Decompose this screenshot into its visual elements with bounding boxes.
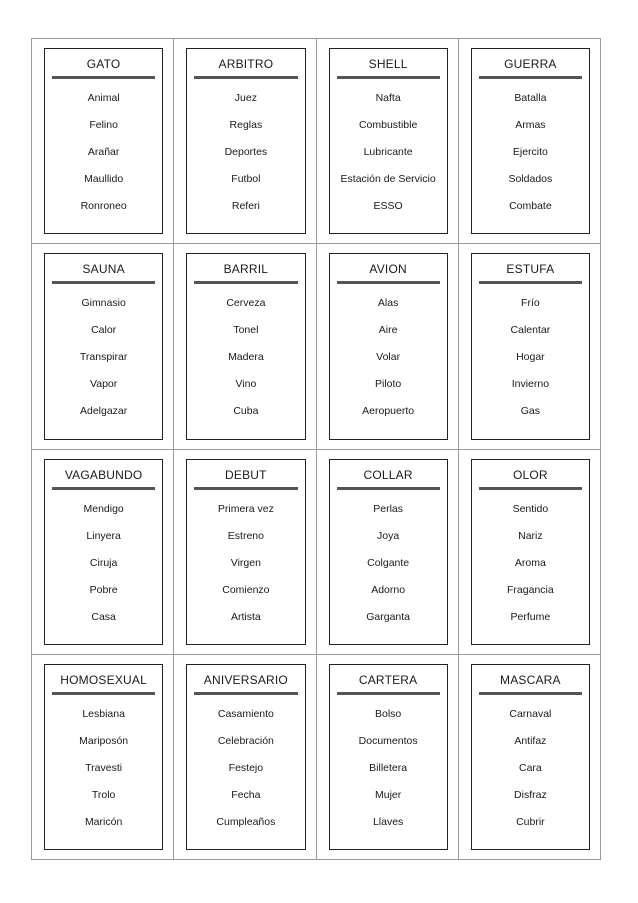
card-title: GATO xyxy=(86,57,121,71)
card-title: OLOR xyxy=(512,467,548,482)
card-cell xyxy=(459,39,601,244)
title-divider xyxy=(337,281,440,284)
forbidden-word: Cumpleaños xyxy=(216,815,276,828)
card-title: CARTERA xyxy=(358,672,418,687)
title-divider xyxy=(52,76,155,79)
card-title: HOMOSEXUAL xyxy=(60,672,147,687)
card-title: VAGABUNDO xyxy=(64,467,143,482)
forbidden-word: Combustible xyxy=(358,119,418,131)
forbidden-word: Batalla xyxy=(514,92,547,104)
forbidden-word: Billetera xyxy=(369,761,408,774)
forbidden-word: Primera vez xyxy=(217,502,274,515)
forbidden-word: Madera xyxy=(228,351,264,364)
word-card xyxy=(329,459,448,645)
card-sheet xyxy=(31,38,601,860)
forbidden-words-list xyxy=(45,293,162,428)
forbidden-word: Cerveza xyxy=(226,297,266,310)
forbidden-word: Estación de Servicio xyxy=(340,173,436,185)
word-card xyxy=(471,253,590,439)
forbidden-word: Comienzo xyxy=(222,583,270,596)
forbidden-word: Vino xyxy=(235,378,257,391)
forbidden-word: Perfume xyxy=(510,610,551,623)
card-cell xyxy=(317,655,459,860)
forbidden-word: Bolso xyxy=(374,707,402,720)
title-divider xyxy=(337,487,440,490)
card-title: ANIVERSARIO xyxy=(203,672,288,687)
forbidden-word: Futbol xyxy=(231,173,261,185)
forbidden-word: Maullido xyxy=(84,173,124,185)
card-cell xyxy=(32,244,174,449)
word-card xyxy=(329,664,448,850)
card-title: DEBUT xyxy=(225,467,267,482)
card-cell xyxy=(459,450,601,655)
forbidden-word: Sentido xyxy=(512,502,549,515)
title-divider xyxy=(194,487,297,490)
forbidden-word: Invierno xyxy=(511,378,550,391)
forbidden-word: Adelgazar xyxy=(79,405,128,418)
forbidden-word: Carnaval xyxy=(509,707,552,720)
forbidden-words-list xyxy=(187,499,304,634)
forbidden-words-list xyxy=(45,499,162,634)
forbidden-word: Combate xyxy=(509,200,552,212)
forbidden-word: Mujer xyxy=(374,788,402,801)
forbidden-word: Adorno xyxy=(371,583,406,596)
title-divider xyxy=(479,487,582,490)
card-cell xyxy=(459,655,601,860)
forbidden-words-list xyxy=(472,88,589,223)
forbidden-words-list xyxy=(472,499,589,634)
forbidden-word: Joya xyxy=(377,529,400,542)
forbidden-word: Frío xyxy=(521,297,540,310)
title-divider xyxy=(52,281,155,284)
word-card xyxy=(471,664,590,850)
title-divider xyxy=(479,76,582,79)
forbidden-word: Aire xyxy=(378,324,398,337)
forbidden-word: Armas xyxy=(515,119,546,131)
word-card xyxy=(471,48,590,234)
title-divider xyxy=(479,692,582,695)
forbidden-word: Calentar xyxy=(510,324,551,337)
forbidden-word: Antifaz xyxy=(514,734,547,747)
forbidden-word: Nariz xyxy=(518,529,543,542)
card-cell xyxy=(459,244,601,449)
forbidden-word: Deportes xyxy=(224,146,268,158)
card-cell xyxy=(317,450,459,655)
forbidden-word: Estreno xyxy=(227,529,264,542)
forbidden-word: Documentos xyxy=(358,734,418,747)
forbidden-words-list xyxy=(45,88,162,223)
forbidden-word: Aroma xyxy=(514,556,546,569)
forbidden-word: Casamiento xyxy=(217,707,274,720)
card-cell xyxy=(317,244,459,449)
word-card xyxy=(329,253,448,439)
forbidden-word: Nafta xyxy=(375,92,401,104)
card-title: ESTUFA xyxy=(506,262,555,277)
forbidden-words-list xyxy=(187,704,304,839)
forbidden-word: Reglas xyxy=(229,119,263,131)
word-card xyxy=(186,664,305,850)
forbidden-word: Virgen xyxy=(230,556,261,569)
forbidden-word: Celebración xyxy=(217,734,274,747)
forbidden-word: Volar xyxy=(376,351,401,364)
forbidden-word: Piloto xyxy=(374,378,402,391)
title-divider xyxy=(52,692,155,695)
forbidden-words-list xyxy=(330,499,447,634)
forbidden-word: Artista xyxy=(230,610,261,623)
card-title: GUERRA xyxy=(504,57,557,71)
card-title: SAUNA xyxy=(82,262,125,277)
forbidden-word: Cara xyxy=(518,761,542,774)
forbidden-word: Ejercito xyxy=(512,146,548,158)
forbidden-word: Aeropuerto xyxy=(362,405,415,418)
card-cell xyxy=(174,244,316,449)
forbidden-word: Juez xyxy=(234,92,257,104)
forbidden-word: Linyera xyxy=(86,529,121,542)
word-card xyxy=(44,459,163,645)
word-card xyxy=(186,459,305,645)
title-divider xyxy=(479,281,582,284)
card-title: MASCARA xyxy=(500,672,561,687)
word-card xyxy=(186,253,305,439)
forbidden-words-list xyxy=(187,293,304,428)
forbidden-words-list xyxy=(330,88,447,223)
word-card xyxy=(44,664,163,850)
word-card xyxy=(44,253,163,439)
word-card xyxy=(186,48,305,234)
forbidden-word: Garganta xyxy=(366,610,411,623)
title-divider xyxy=(194,76,297,79)
card-title: BARRIL xyxy=(223,262,269,277)
forbidden-word: Festejo xyxy=(228,761,264,774)
card-cell xyxy=(317,39,459,244)
forbidden-word: Ronroneo xyxy=(80,200,127,212)
forbidden-word: Travesti xyxy=(85,761,123,774)
card-title: ARBITRO xyxy=(218,57,274,71)
forbidden-word: Pobre xyxy=(89,583,118,596)
forbidden-word: Vapor xyxy=(90,378,118,391)
title-divider xyxy=(337,692,440,695)
forbidden-word: Llaves xyxy=(372,815,404,828)
card-cell xyxy=(32,450,174,655)
forbidden-word: Casa xyxy=(91,610,116,623)
forbidden-word: Tonel xyxy=(233,324,259,337)
forbidden-word: Referi xyxy=(231,200,260,212)
forbidden-word: Perlas xyxy=(373,502,403,515)
word-card xyxy=(44,48,163,234)
forbidden-word: Cuba xyxy=(233,405,259,418)
card-title: SHELL xyxy=(368,57,408,71)
card-cell xyxy=(174,450,316,655)
forbidden-words-list xyxy=(472,704,589,839)
title-divider xyxy=(337,76,440,79)
forbidden-words-list xyxy=(45,704,162,839)
forbidden-word: Felino xyxy=(89,119,118,131)
word-card xyxy=(471,459,590,645)
card-title: AVION xyxy=(369,262,407,277)
card-cell xyxy=(32,39,174,244)
card-title: COLLAR xyxy=(363,467,413,482)
forbidden-word: ESSO xyxy=(373,200,403,212)
forbidden-word: Mendigo xyxy=(83,502,124,515)
forbidden-word: Animal xyxy=(87,92,120,104)
card-cell xyxy=(32,655,174,860)
forbidden-word: Fecha xyxy=(231,788,261,801)
forbidden-words-list xyxy=(330,293,447,428)
forbidden-words-list xyxy=(330,704,447,839)
forbidden-word: Gas xyxy=(520,405,540,418)
forbidden-word: Cubrir xyxy=(516,815,545,828)
forbidden-word: Gimnasio xyxy=(81,297,126,310)
forbidden-words-list xyxy=(187,88,304,223)
forbidden-word: Lubricante xyxy=(363,146,413,158)
forbidden-word: Trolo xyxy=(91,788,116,801)
word-card xyxy=(329,48,448,234)
forbidden-word: Lesbiana xyxy=(82,707,125,720)
forbidden-word: Transpirar xyxy=(79,351,128,364)
forbidden-word: Disfraz xyxy=(514,788,547,801)
card-cell xyxy=(174,655,316,860)
forbidden-words-list xyxy=(472,293,589,428)
forbidden-word: Maricón xyxy=(84,815,123,828)
forbidden-word: Colgante xyxy=(367,556,410,569)
forbidden-word: Ciruja xyxy=(89,556,118,569)
title-divider xyxy=(52,487,155,490)
forbidden-word: Alas xyxy=(377,297,399,310)
title-divider xyxy=(194,692,297,695)
forbidden-word: Calor xyxy=(91,324,117,337)
forbidden-word: Soldados xyxy=(508,173,553,185)
forbidden-word: Hogar xyxy=(516,351,545,364)
forbidden-word: Mariposón xyxy=(79,734,129,747)
forbidden-word: Fragancia xyxy=(507,583,554,596)
forbidden-word: Arañar xyxy=(87,146,120,158)
title-divider xyxy=(194,281,297,284)
card-cell xyxy=(174,39,316,244)
